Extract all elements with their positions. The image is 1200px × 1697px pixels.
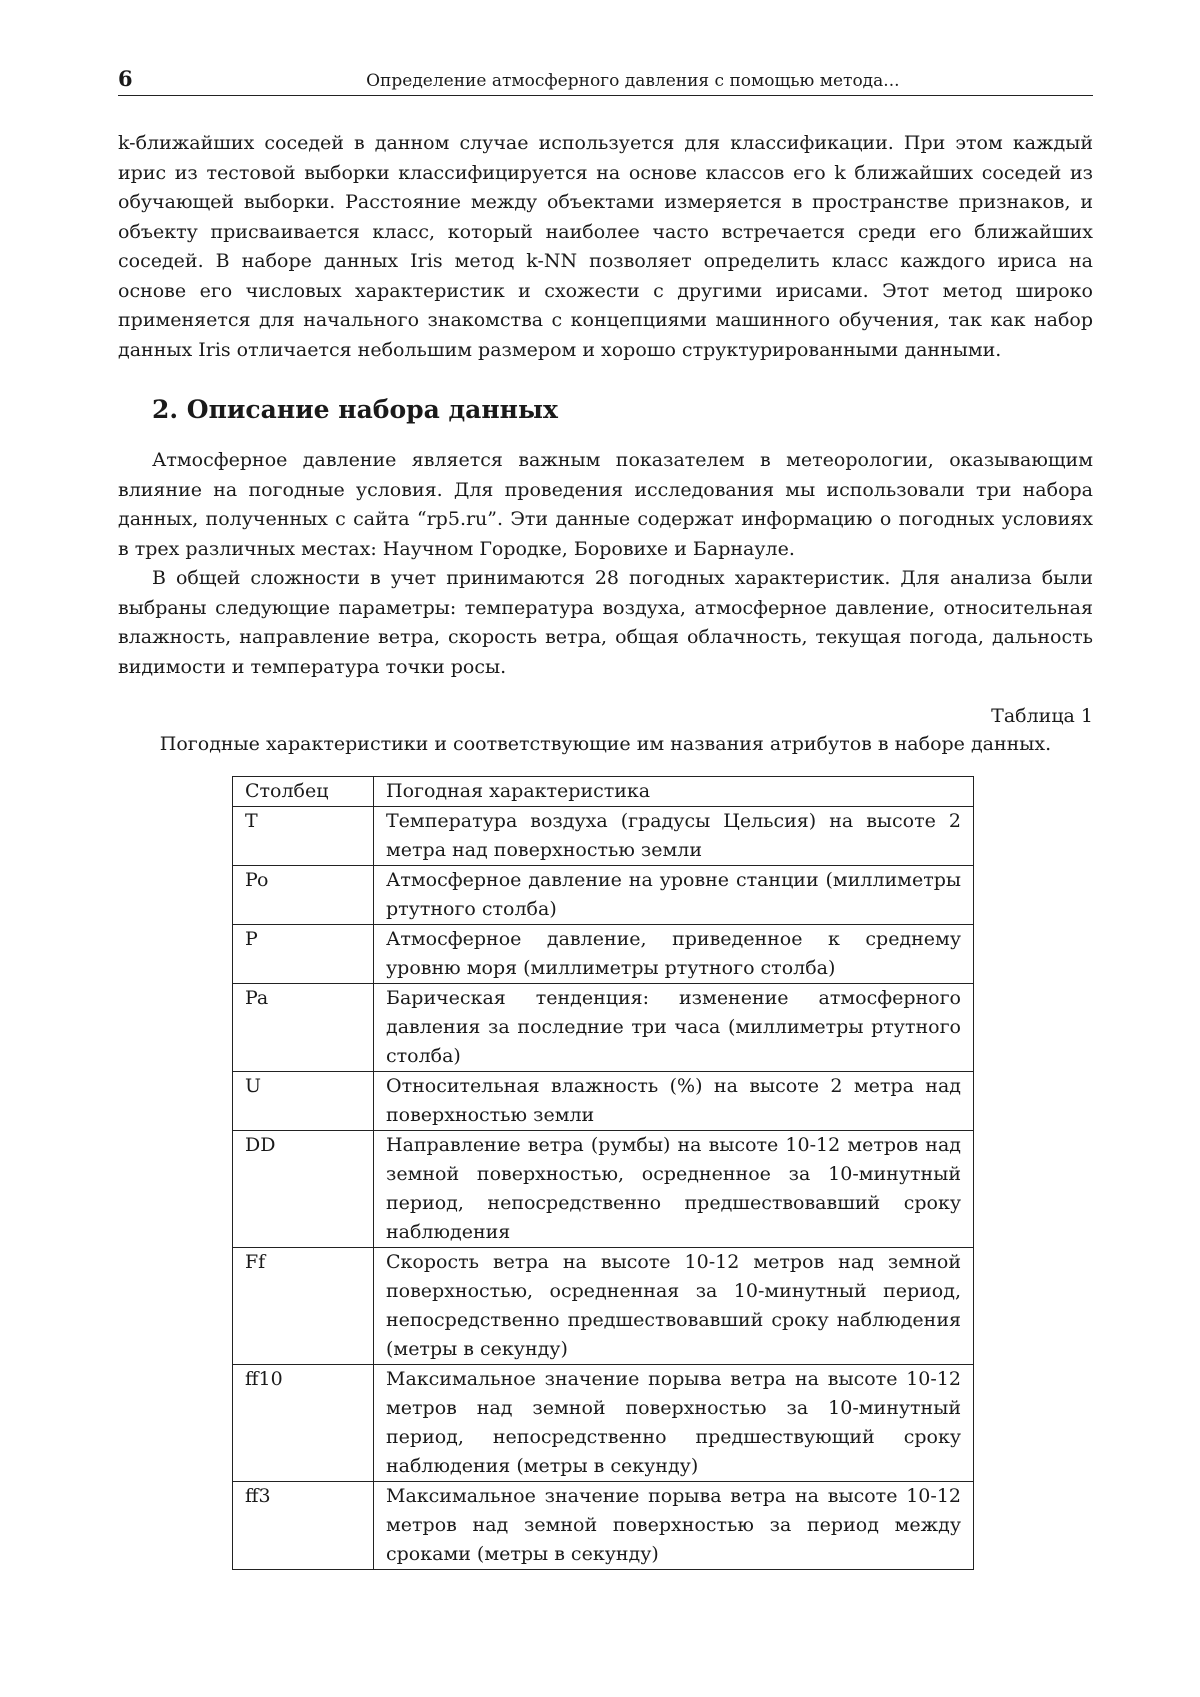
cell-column-code: U [233, 1072, 374, 1131]
table-row [233, 866, 974, 925]
table-caption: Погодные характеристики и соответствующие им названия атрибутов в наборе данных. [159, 733, 1052, 755]
paragraph-parameters: В общей сложности в учет принимаются 28 погодных характеристик. Для анализа были выбраны следующие параметры: температура воздуха, атмосферное давление, относительная влажность, направление ветра, скорость ветра, общая облачность, текущая погода, дальность видимости и температура точки росы. [118, 567, 1093, 678]
table-row [233, 925, 974, 984]
table-row [233, 1365, 974, 1482]
cell-column-code: T [233, 807, 374, 866]
cell-column-code: P [233, 925, 374, 984]
table-row [233, 807, 974, 866]
paragraph-dataset-source: Атмосферное давление является важным показателем в метеорологии, оказывающим влияние на погодные условия. Для проведения исследования мы использовали три набора данных, полученных с сайта “rp5.ru”. Эти данные содержат информацию о погодных условиях в трех различных местах: Научном Городке, Боровихе и Барнауле. [118, 449, 1093, 560]
table-row [233, 1072, 974, 1131]
cell-description: Максимальное значение порыва ветра на высоте 10-12 метров над земной поверхностью за период между сроками (метры в секунду) [374, 1482, 974, 1570]
section-heading: 2. Описание набора данных [152, 395, 558, 424]
header-cell-column: Столбец [233, 777, 374, 807]
table-label: Таблица 1 [991, 705, 1093, 727]
table-header-row [233, 777, 974, 807]
running-header [118, 66, 1093, 96]
page-number: 6 [118, 66, 133, 91]
cell-description: Максимальное значение порыва ветра на высоте 10-12 метров над земной поверхностью за 10-минутный период, непосредственно предшествующий сроку наблюдения (метры в секунду) [374, 1365, 974, 1482]
attributes-table [232, 776, 974, 1570]
cell-column-code: Pa [233, 984, 374, 1072]
table-row [233, 1131, 974, 1248]
cell-column-code: DD [233, 1131, 374, 1248]
cell-description: Температура воздуха (градусы Цельсия) на высоте 2 метра над поверхностью земли [374, 807, 974, 866]
page [118, 66, 1093, 1570]
header-cell-characteristic: Погодная характеристика [374, 777, 974, 807]
cell-column-code: ff10 [233, 1365, 374, 1482]
cell-description: Барическая тенденция: изменение атмосферного давления за последние три часа (миллиметры ртутного столба) [374, 984, 974, 1072]
cell-description: Скорость ветра на высоте 10-12 метров над земной поверхностью, осредненная за 10-минутный период, непосредственно предшествовавший сроку наблюдения (метры в секунду) [374, 1248, 974, 1365]
running-title: Определение атмосферного давления с помощью метода... [366, 71, 900, 91]
table-row [233, 1248, 974, 1365]
table-row [233, 1482, 974, 1570]
cell-column-code: ff3 [233, 1482, 374, 1570]
intro-paragraph: k-ближайших соседей в данном случае используется для классификации. При этом каждый ирис из тестовой выборки классифицируется на основе классов его k ближайших соседей из обучающей выборки. Расстояние между объектами измеряется в пространстве признаков, и объекту присваивается класс, который наиболее часто встречается среди его ближайших соседей. В наборе данных Iris метод k-NN позволяет определить класс каждого ириса на основе его числовых характеристик и схожести с другими ирисами. Этот метод широко применяется для начального знакомства с концепциями машинного обучения, так как набор данных Iris отличается небольшим размером и хорошо структурированными данными. [118, 132, 1093, 361]
cell-description: Атмосферное давление, приведенное к среднему уровню моря (миллиметры ртутного столба) [374, 925, 974, 984]
table-row [233, 984, 974, 1072]
cell-description: Направление ветра (румбы) на высоте 10-12 метров над земной поверхностью, осредненное за 10-минутный период, непосредственно предшествовавший сроку наблюдения [374, 1131, 974, 1248]
cell-description: Относительная влажность (%) на высоте 2 метра над поверхностью земли [374, 1072, 974, 1131]
cell-column-code: Po [233, 866, 374, 925]
cell-column-code: Ff [233, 1248, 374, 1365]
cell-description: Атмосферное давление на уровне станции (миллиметры ртутного столба) [374, 866, 974, 925]
